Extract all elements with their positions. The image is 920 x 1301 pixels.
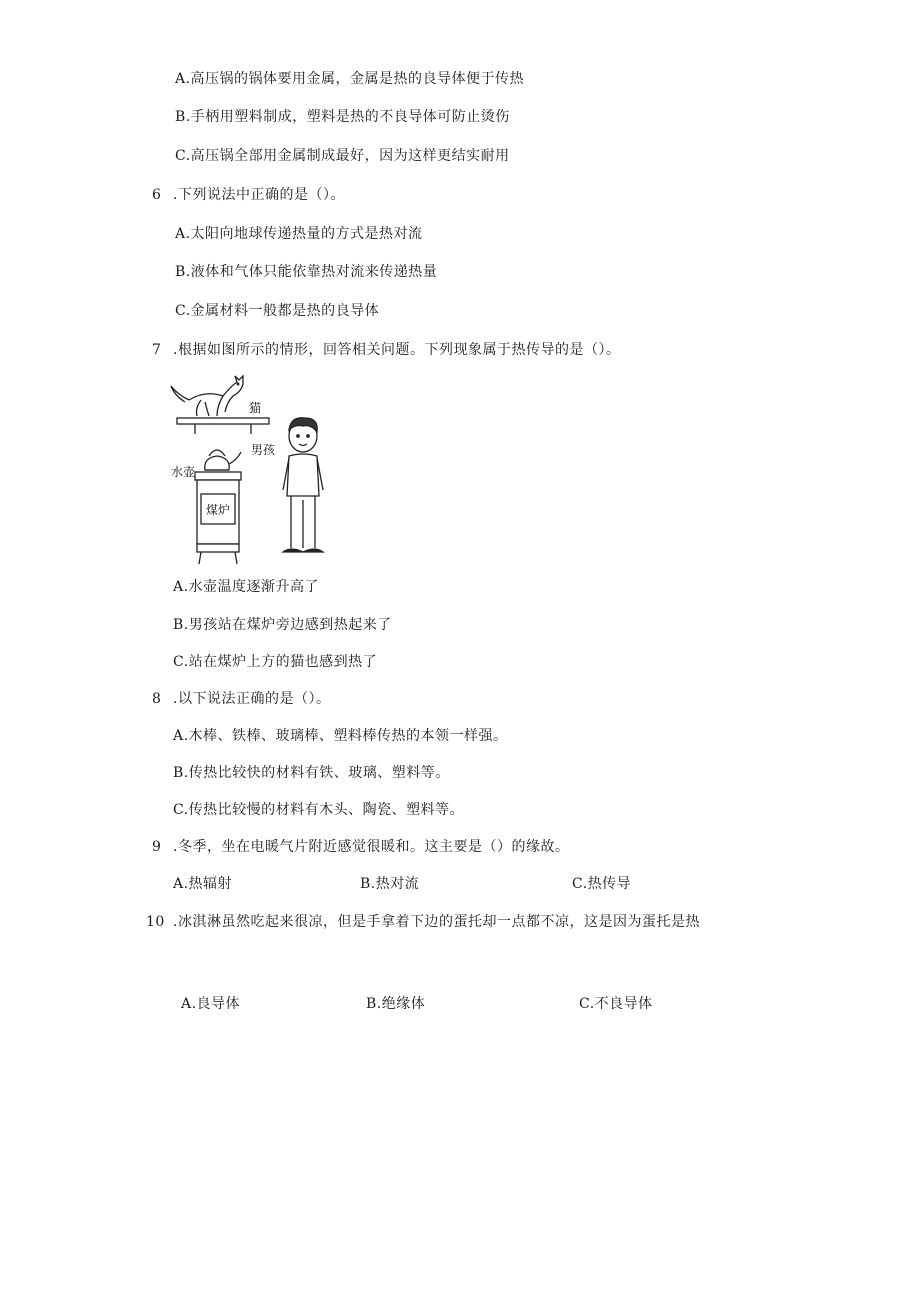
q8-option-c: C.传热比较慢的材料有木头、陶瓷、塑料等。 xyxy=(173,802,465,818)
q8-number: 8 xyxy=(152,691,162,707)
q10-stem: .冰淇淋虽然吃起来很凉，但是手拿着下边的蛋托却一点都不凉，这是因为蛋托是热 xyxy=(173,914,700,930)
q7-option-a: A.水壶温度逐渐升高了 xyxy=(173,579,320,595)
q6-option-c: C.金属材料一般都是热的良导体 xyxy=(175,303,380,319)
q9-option-a: A.热辐射 xyxy=(173,876,233,892)
q10-option-c: C.不良导体 xyxy=(579,996,653,1012)
kettle-label: 水壶 xyxy=(171,465,196,479)
q7-stem: .根据如图所示的情形，回答相关问题。下列现象属于热传导的是（）。 xyxy=(173,342,621,358)
boy-drawing xyxy=(283,418,323,552)
q9-option-b: B.热对流 xyxy=(360,876,420,892)
q6-option-a: A.太阳向地球传递热量的方式是热对流 xyxy=(175,226,423,242)
q10-number: 10 xyxy=(146,914,165,930)
q7-figure xyxy=(165,372,345,572)
q9-stem: .冬季，坐在电暖气片附近感觉很暖和。这主要是（）的缘故。 xyxy=(173,839,570,855)
shelf-drawing xyxy=(177,418,269,434)
q5-option-b: B.手柄用塑料制成，塑料是热的不良导体可防止烫伤 xyxy=(175,109,510,125)
boy-label: 男孩 xyxy=(251,443,276,457)
cat-drawing xyxy=(171,376,243,416)
stove-drawing xyxy=(195,472,241,564)
q8-option-a: A.木棒、铁棒、玻璃棒、塑料棒传热的本领一样强。 xyxy=(173,728,508,744)
q6-option-b: B.液体和气体只能依靠热对流来传递热量 xyxy=(175,264,438,280)
cat-label: 猫 xyxy=(249,401,262,415)
q5-option-a: A.高压锅的锅体要用金属，金属是热的良导体便于传热 xyxy=(175,71,525,87)
q7-option-b: B.男孩站在煤炉旁边感到热起来了 xyxy=(173,617,392,633)
kettle-drawing xyxy=(205,450,241,470)
q7-number: 7 xyxy=(152,342,162,358)
q9-option-c: C.热传导 xyxy=(572,876,632,892)
q6-stem: .下列说法中正确的是（）。 xyxy=(173,187,345,203)
q5-option-c: C.高压锅全部用金属制成最好，因为这样更结实耐用 xyxy=(175,148,510,164)
q7-option-c: C.站在煤炉上方的猫也感到热了 xyxy=(173,654,378,670)
q10-option-a: A.良导体 xyxy=(181,996,241,1012)
q6-number: 6 xyxy=(152,187,162,203)
q10-option-b: B.绝缘体 xyxy=(366,996,426,1012)
q8-stem: .以下说法正确的是（）。 xyxy=(173,691,331,707)
q8-option-b: B.传热比较快的材料有铁、玻璃、塑料等。 xyxy=(173,765,450,781)
stove-label: 煤炉 xyxy=(206,503,231,517)
q9-number: 9 xyxy=(152,839,162,855)
